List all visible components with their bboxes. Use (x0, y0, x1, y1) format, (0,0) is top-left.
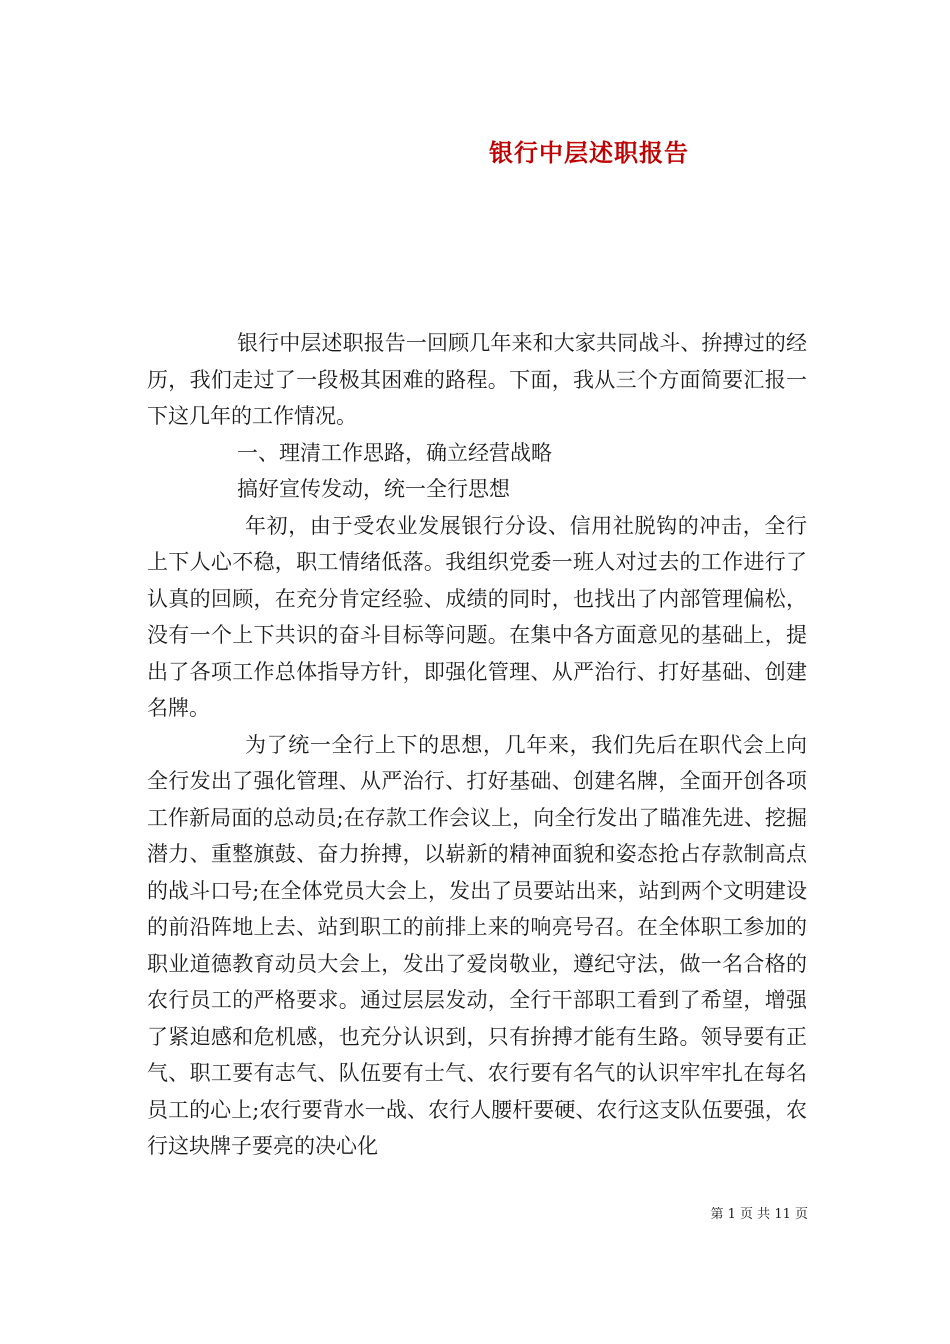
section-heading: 一、理清工作思路，确立经营战略 (237, 440, 552, 465)
page-number: 第 1 页 共 11 页 (710, 1207, 808, 1222)
paragraph-body: 为了统一全行上下的思想，几年来，我们先后在职代会上向全行发出了强化管理、从严治行、打好基础、创建名牌，全面开创各项工作新局面的总动员;在存款工作会议上，向全行发出了瞄准先进、挖掘潜力、重整旗鼓、奋力拚搏，以崭新的精神面貌和姿态抢占存款制高点的战斗口号;在全体党员大会上，发出了员要站出来，站到两个文明建设的前沿阵地上去、站到职工的前排上来的响亮号召。在全体职工参加的职业道德教育动员大会上，发出了爱岗敬业，遵纪守法，做一名合格的农行员工的严格要求。通过层层发动，全行干部职工看到了希望，增强了紧迫感和危机感，也充分认识到，只有拚搏才能有生路。领导要有正气、职工要有志气、队伍要有士气、农行要有名气的认识牢牢扎在每名员工的心上;农行要背水一战、农行人腰杆要硬、农行这支队伍要强，农行这块牌子要亮的决心化 (147, 732, 807, 1158)
paragraph-body: 年初，由于受农业发展银行分设、信用社脱钩的冲击，全行上下人心不稳，职工情绪低落。我组织党委一班人对过去的工作进行了认真的回顾，在充分肯定经验、成绩的同时，也找出了内部管理偏松，没有一个上下共识的奋斗目标等问题。在集中各方面意见的基础上，提出了各项工作总体指导方针，即强化管理、从严治行、打好基础、创建名牌。 (147, 513, 807, 720)
paragraph-intro: 银行中层述职报告一回顾几年来和大家共同战斗、拚搏过的经历，我们走过了一段极其困难的路程。下面，我从三个方面简要汇报一下这几年的工作情况。 (147, 331, 807, 428)
document-title: 银行中层述职报告 (489, 138, 689, 167)
document-body (147, 325, 807, 1165)
subsection-heading: 搞好宣传发动，统一全行思想 (237, 477, 510, 501)
